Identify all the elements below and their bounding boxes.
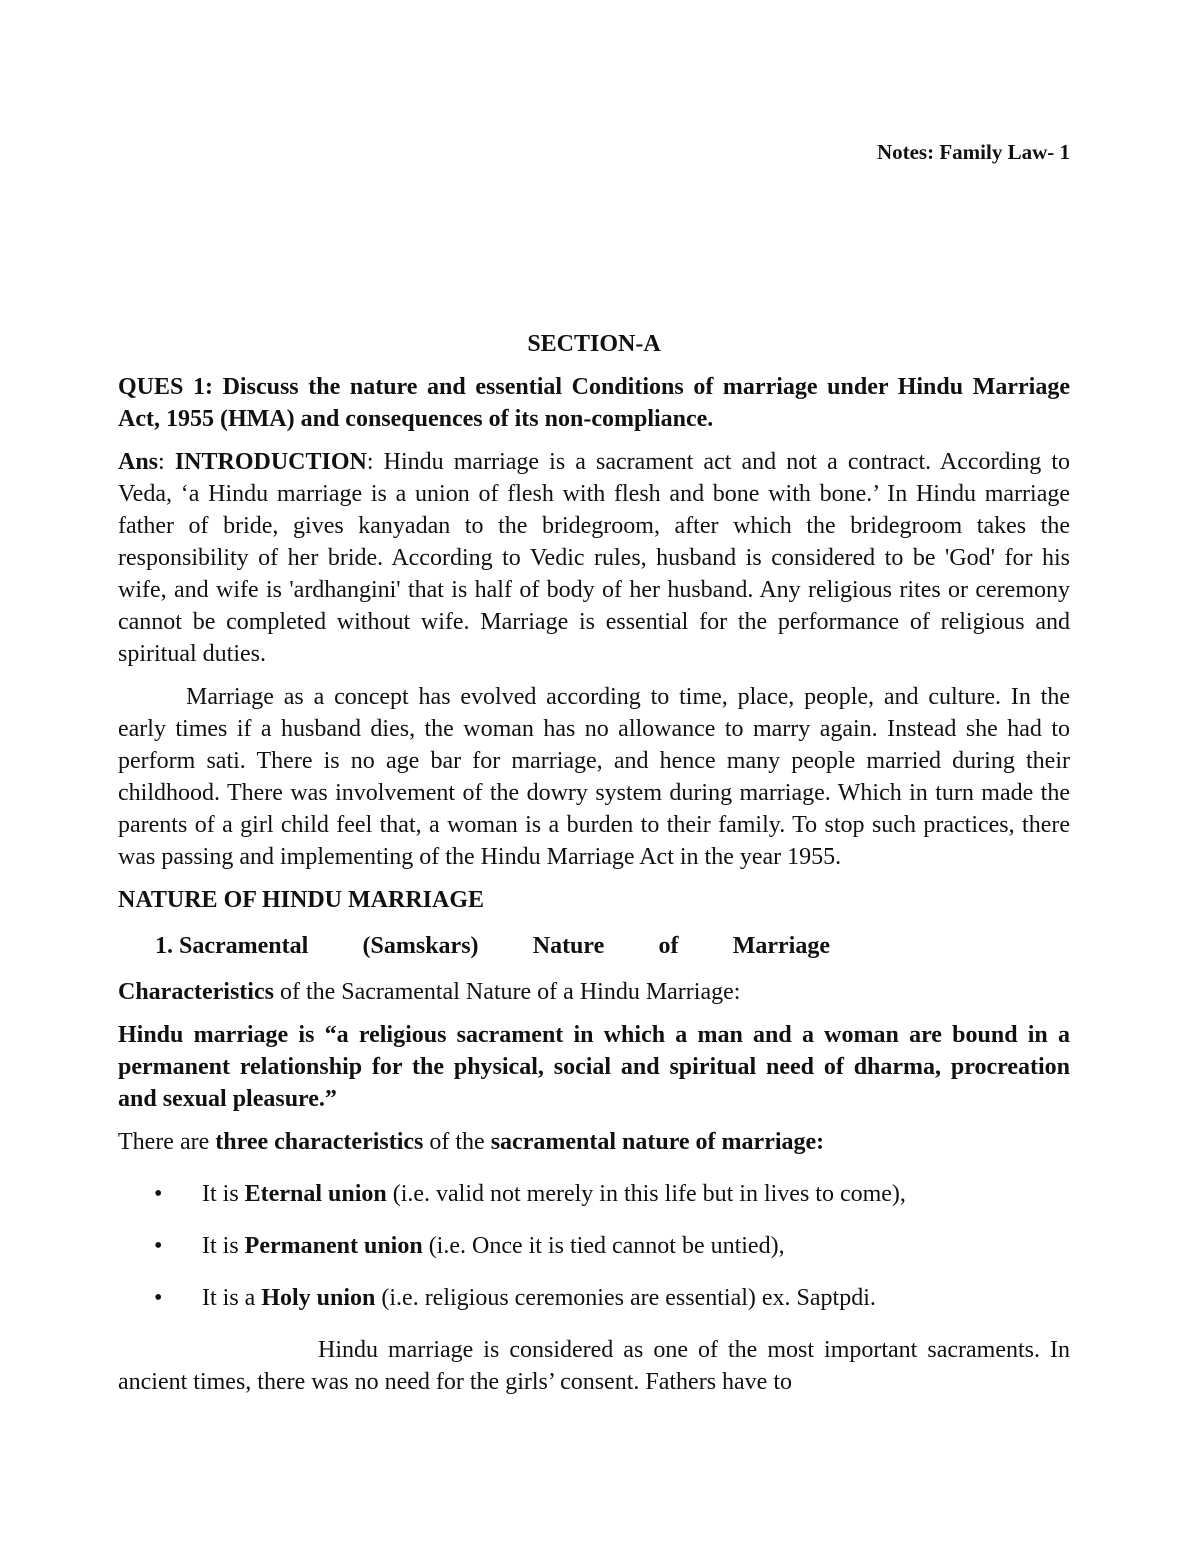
- document-body: [118, 328, 1070, 1409]
- characteristics-line: [118, 976, 1070, 1008]
- heading-word: Nature: [532, 933, 605, 959]
- bullet-icon: •: [154, 1181, 163, 1207]
- closing-paragraph: Hindu marriage is considered as one of the most important sacraments. In ancient times, there was no need for the girls’ consent. Fathers have to: [118, 1337, 1070, 1395]
- question-text: QUES 1: Discuss the nature and essential Conditions of marriage under Hindu Marriage Act, 1955 (HMA) and consequences of its non-compliance.: [118, 374, 1070, 432]
- heading-word: (Samskars): [362, 933, 479, 959]
- heading-number-word: 1. Sacramental: [155, 933, 309, 959]
- three-characteristics-line: There are three characteristics of the sacramental nature of marriage:: [118, 1129, 825, 1155]
- answer-colon: :: [158, 449, 175, 475]
- answer-label: Ans: [118, 449, 159, 475]
- header-note: Notes: Family Law- 1: [876, 140, 1070, 164]
- characteristics-label: Characteristics: [118, 979, 274, 1005]
- bullet-icon: •: [154, 1233, 163, 1259]
- definition-quote: “a religious sacrament in which a man and a woman are bound in a permanent relationship for the physical, social and spiritual need of dharma, procreation and sexual pleasure.”: [118, 1022, 1070, 1112]
- heading-word: Marriage: [732, 933, 830, 959]
- heading-word: of: [658, 933, 679, 959]
- characteristics-list: [118, 1178, 1070, 1314]
- characteristics-rest: of the Sacramental Nature of a Hindu Marriage:: [273, 979, 741, 1005]
- nature-heading: NATURE OF HINDU MARRIAGE: [118, 887, 484, 913]
- bullet-icon: •: [154, 1285, 163, 1311]
- intro-text: : Hindu marriage is a sacrament act and not a contract. According to Veda, ‘a Hindu marriage is a union of flesh with flesh and bone with bone.’ In Hindu marriage father of bride, gives kanyadan to the bridegroom, after which the bridegroom takes the responsibility of her bride. According to Vedic rules, husband is considered to be 'God' for his wife, and wife is 'ardhangini' that is half of body of her husband. Any religious rites or ceremony cannot be completed without wife. Marriage is essential for the performance of religious and spiritual duties.: [118, 449, 1070, 667]
- answer-intro-paragraph: [118, 446, 1070, 670]
- definition-paragraph: [118, 1019, 1070, 1115]
- list-item: • It is Permanent union (i.e. Once it is tied cannot be untied),: [118, 1230, 1070, 1262]
- list-item: • It is Eternal union (i.e. valid not merely in this life but in lives to come),: [118, 1178, 1070, 1210]
- intro-label: INTRODUCTION: [174, 449, 367, 475]
- definition-lead: Hindu marriage is: [118, 1022, 325, 1048]
- answer-paragraph-2: Marriage as a concept has evolved according to time, place, people, and culture. In the early times if a husband dies, the woman has no allowance to marry again. Instead she had to perform sati. There is no age bar for marriage, and hence many people married during their childhood. There was involvement of the dowry system during marriage. Which in turn made the parents of a girl child feel that, a woman is a burden to their family. To stop such practices, there was passing and implementing of the Hindu Marriage Act in the year 1955.: [118, 684, 1070, 870]
- section-title: SECTION-A: [527, 331, 661, 357]
- list-item: • It is a Holy union (i.e. religious ceremonies are essential) ex. Saptpdi.: [118, 1282, 1070, 1314]
- sacramental-nature-heading: [155, 930, 830, 962]
